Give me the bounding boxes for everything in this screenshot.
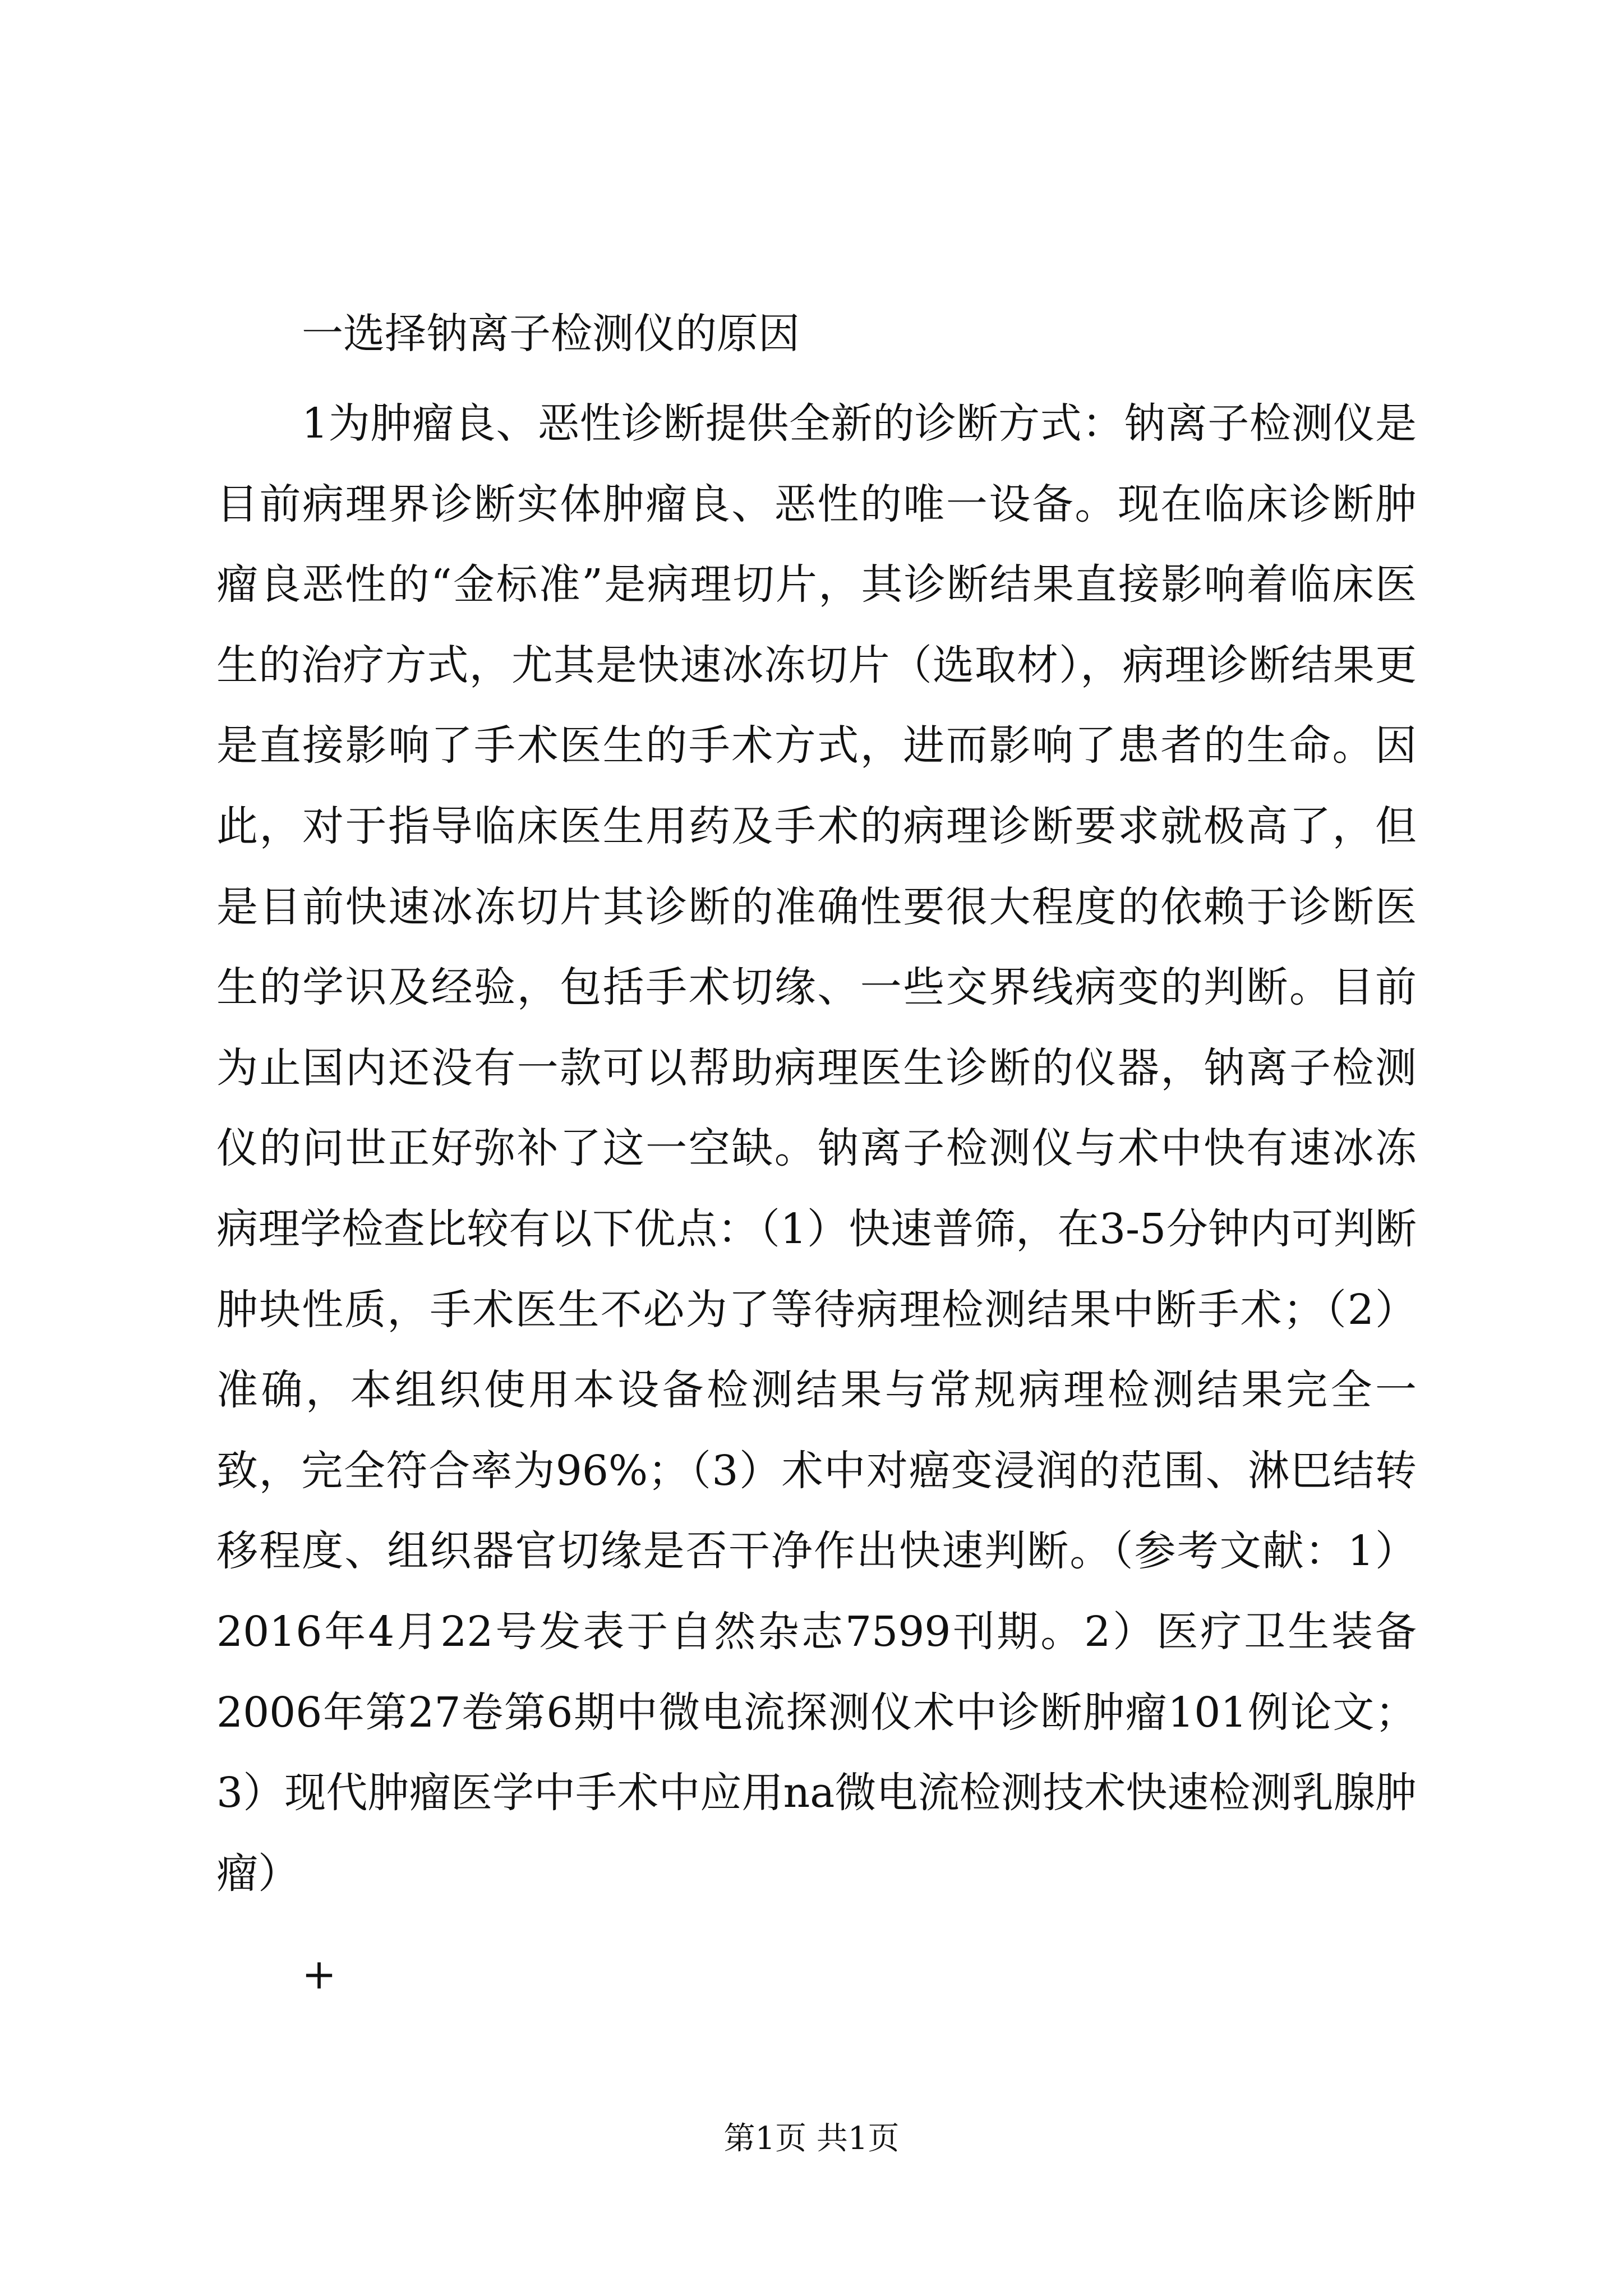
page-footer: 第1页 共1页: [723, 2120, 900, 2157]
body-paragraph: 1为肿瘤良、恶性诊断提供全新的诊断方式：钠离子检测仪是目前病理界诊断实体肿瘤良、恶性的唯一设备。现在临床诊断肿瘤良恶性的“金标准”是病理切片，其诊断结果直接影响着临床医生的治疗方式，尤其是快速冰冻切片（选取材），病理诊断结果更是直接影响了手术医生的手术方式，进而影响了患者的生命。因此，对于指导临床医生用药及手术的病理诊断要求就极高了，但是目前快速冰冻切片其诊断的准确性要很大程度的依赖于诊断医生的学识及经验，包括手术切缘、一些交界线病变的判断。目前为止国内还没有一款可以帮助病理医生诊断的仪器，钠离子检测仪的问世正好弥补了这一空缺。钠离子检测仪与术中快有速冰冻病理学检查比较有以下优点：（1）快速普筛，在3-5分钟内可判断肿块性质，手术医生不必为了等待病理检测结果中断手术；（2）准确，本组织使用本设备检测结果与常规病理检测结果完全一致，完全符合率为96%；（3）术中对癌变浸润的范围、淋巴结转移程度、组织器官切缘是否干净作出快速判断。（参考文献：1）2016年4月22号发表于自然杂志7599刊期。2）医疗卫生装备2006年第27卷第6期中微电流探测仪术中诊断肿瘤101例论文；3）现代肿瘤医学中手术中应用na微电流检测技术快速检测乳腺肿瘤）: [216, 399, 1417, 1898]
plus-symbol: +: [302, 1950, 337, 1999]
section-heading: 一选择钠离子检测仪的原因: [302, 310, 800, 358]
